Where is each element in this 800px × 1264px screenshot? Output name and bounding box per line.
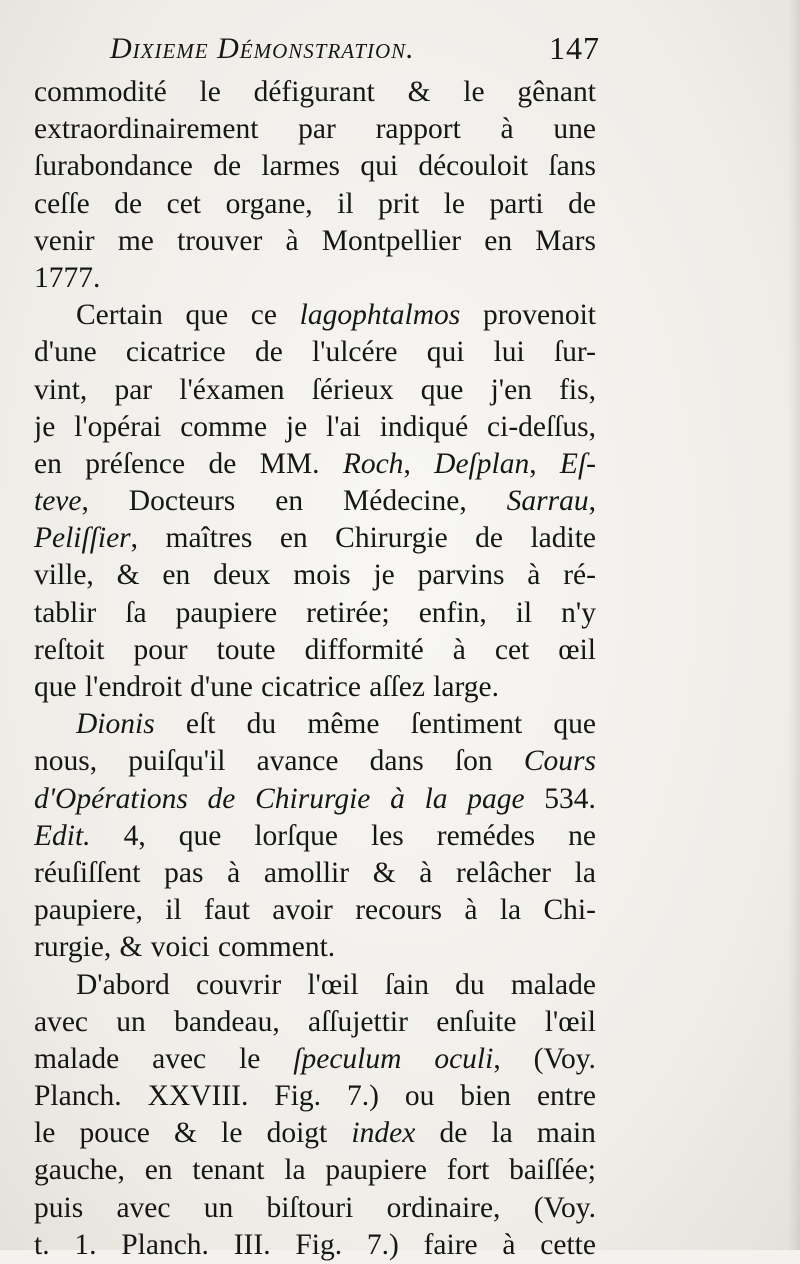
word: le: [443, 187, 465, 220]
word: rapport: [375, 113, 461, 146]
word: relâcher: [456, 856, 551, 889]
text-line: [34, 446, 596, 483]
word: Chirurgie: [255, 782, 371, 815]
word: prit: [378, 187, 420, 220]
word: malade: [34, 1042, 120, 1075]
word: bien: [460, 1080, 512, 1113]
word: cicatrice: [261, 671, 361, 703]
word: à: [227, 856, 241, 889]
word: que: [34, 671, 77, 703]
text-line: [34, 1004, 596, 1041]
text-line: [34, 334, 596, 371]
word: remédes: [436, 819, 536, 852]
word: à: [419, 856, 433, 889]
word: ne: [568, 819, 596, 852]
word: ſa: [125, 596, 147, 629]
running-title: Dixieme Démonstration.: [110, 32, 415, 65]
word: pouce: [79, 1117, 150, 1150]
text-line: [34, 892, 596, 929]
text-line: [34, 1190, 596, 1227]
text-line: [34, 967, 596, 1004]
word: avoir: [272, 894, 333, 927]
word: main: [536, 1117, 596, 1150]
word: bandeau,: [174, 1005, 280, 1038]
word: Docteurs: [128, 485, 236, 518]
word: deux: [213, 559, 271, 592]
word: ſurabondance: [34, 150, 193, 183]
word: D'abord: [76, 968, 170, 1001]
word: 7.): [346, 1080, 379, 1113]
word: aſſujettir: [307, 1005, 408, 1038]
word: en: [162, 559, 191, 592]
text-line: [34, 148, 596, 185]
word: ci-deſſus,: [487, 410, 596, 443]
word: &: [174, 1117, 197, 1150]
word: ordinaire,: [386, 1191, 501, 1224]
word: j'en: [490, 373, 532, 406]
text-line: [34, 818, 596, 855]
word: enſuite: [436, 1005, 517, 1038]
word: en: [484, 224, 513, 257]
word: tablir: [34, 596, 97, 629]
word: de: [568, 187, 596, 220]
word: cette: [540, 1228, 596, 1261]
word: un: [116, 1005, 146, 1038]
word: même: [307, 708, 380, 741]
body-text: [34, 74, 596, 1264]
text-line: [34, 223, 596, 260]
word: paupiere,: [34, 894, 143, 927]
word: de: [439, 1117, 468, 1150]
word: extraordinairement: [34, 113, 259, 146]
word: provenoit: [482, 299, 596, 332]
word: mois: [293, 559, 351, 592]
page-edge-shadow: [788, 0, 800, 1250]
word: à: [285, 224, 299, 257]
word: ſérieux: [311, 373, 394, 406]
word: le: [199, 76, 221, 108]
word: en: [144, 1154, 173, 1187]
word: l'éxamen: [179, 373, 285, 406]
word: baiſſée;: [509, 1154, 596, 1187]
word: MM.: [259, 447, 320, 480]
word: puiſqu'il: [128, 745, 226, 778]
word: du: [246, 708, 277, 741]
word: parvins: [417, 559, 505, 592]
word: reſtoit: [34, 633, 105, 666]
word: me: [117, 224, 154, 257]
word: ſpeculum: [293, 1042, 402, 1075]
word: t.: [34, 1228, 50, 1261]
word: du: [455, 968, 485, 1001]
word: ſain: [384, 968, 429, 1001]
text-line: [34, 929, 596, 966]
word: faire: [423, 1228, 478, 1261]
word: en: [275, 485, 304, 518]
word: la: [499, 894, 522, 927]
word: ceſſe: [34, 187, 90, 220]
word: fort: [446, 1154, 490, 1187]
word: à: [390, 782, 405, 815]
word: que: [420, 373, 464, 406]
word: Roch,: [342, 447, 411, 480]
word: Cours: [523, 745, 596, 778]
word: que: [553, 708, 596, 741]
word: en: [34, 447, 62, 480]
word: dans: [369, 745, 424, 778]
word: préſence: [85, 447, 186, 480]
word: Peliſſier,: [34, 522, 139, 555]
word: organe,: [225, 187, 313, 220]
text-line: [34, 595, 596, 632]
word: Edit.: [34, 819, 91, 852]
word: large.: [433, 671, 499, 703]
word: ſur-: [553, 336, 596, 369]
word: doigt: [266, 1117, 328, 1150]
word: enfin,: [418, 596, 487, 629]
running-header: [110, 26, 600, 70]
word: par: [298, 113, 336, 146]
word: index: [351, 1117, 416, 1150]
word: n'y: [561, 596, 596, 629]
text-line: [34, 483, 596, 520]
word: avance: [256, 745, 339, 778]
word: &: [119, 931, 143, 964]
word: toute: [216, 633, 276, 666]
word: parti: [489, 187, 544, 220]
text-line: [34, 669, 596, 706]
word: Médecine,: [343, 485, 467, 518]
word: Dionis: [76, 708, 155, 741]
word: oculi,: [434, 1042, 501, 1075]
word: larmes: [261, 150, 341, 183]
word: pas: [164, 856, 204, 889]
word: Fig.: [295, 1228, 343, 1261]
text-line: [34, 1227, 596, 1264]
word: XXVIII.: [147, 1080, 249, 1113]
word: il: [165, 894, 182, 927]
word: la: [574, 856, 596, 889]
word: à: [464, 894, 478, 927]
text-line: [34, 520, 596, 557]
word: de: [213, 150, 242, 183]
word: avec: [116, 1191, 171, 1224]
word: de: [475, 522, 503, 555]
word: ville,: [34, 559, 94, 592]
word: que: [178, 819, 222, 852]
word: découloit: [418, 150, 529, 183]
word: couvrir: [195, 968, 282, 1001]
word: Planch.: [121, 1228, 209, 1261]
word: Planch.: [34, 1080, 122, 1113]
word: (Voy.: [533, 1191, 596, 1224]
word: à: [502, 1228, 516, 1261]
word: ladite: [530, 522, 596, 555]
word: biſtouri: [266, 1191, 354, 1224]
word: le: [463, 76, 485, 108]
word: Mars: [535, 224, 596, 257]
word: une: [553, 113, 596, 146]
word: Eſ-: [559, 447, 596, 480]
word: à: [452, 633, 466, 666]
text-line: [34, 74, 596, 111]
word: recours: [355, 894, 443, 927]
word: ce: [250, 299, 277, 332]
word: la: [424, 782, 448, 815]
word: indiqué: [379, 410, 469, 443]
word: faut: [204, 894, 250, 927]
text-line: [34, 1152, 596, 1189]
word: défigurant: [253, 76, 375, 108]
word: pour: [133, 633, 188, 666]
word: il: [337, 187, 354, 220]
word: gauche,: [34, 1154, 125, 1187]
word: ou: [404, 1080, 435, 1113]
word: Chi-: [543, 894, 596, 927]
word: en: [279, 522, 308, 555]
text-line: [34, 1041, 596, 1078]
text-line: [34, 557, 596, 594]
word: comme: [180, 410, 268, 443]
word: la: [284, 1154, 306, 1187]
page-number: 147: [549, 30, 600, 66]
word: comment.: [217, 931, 336, 964]
word: de: [208, 447, 237, 480]
word: de: [114, 187, 143, 220]
word: l'ulcére: [311, 336, 398, 369]
word: amollir: [263, 856, 350, 889]
word: ſans: [548, 150, 596, 183]
text-line: [34, 297, 596, 334]
word: qui: [426, 336, 465, 369]
text-line: [34, 781, 596, 818]
word: Deſplan,: [434, 447, 537, 480]
word: l'endroit: [84, 671, 182, 703]
word: fis,: [559, 373, 596, 406]
word: Certain: [76, 299, 163, 332]
word: le: [239, 1042, 261, 1075]
text-line: [34, 855, 596, 892]
word: cet: [494, 633, 530, 666]
word: d'une: [190, 671, 253, 703]
word: 1.: [74, 1228, 97, 1261]
text-line: [34, 706, 596, 743]
word: 1777.: [34, 261, 101, 294]
word: à: [527, 559, 541, 592]
word: avec: [152, 1042, 207, 1075]
word: l'ai: [326, 410, 361, 443]
word: 4,: [123, 819, 146, 852]
text-line: [34, 1078, 596, 1115]
word: lagophtalmos: [299, 299, 461, 332]
word: que: [185, 299, 229, 332]
word: paupiere: [325, 1154, 427, 1187]
word: qui: [360, 150, 399, 183]
word: Chirurgie: [335, 522, 448, 555]
word: je: [373, 559, 395, 592]
word: la: [491, 1117, 513, 1150]
word: III.: [233, 1228, 271, 1261]
word: maîtres: [165, 522, 253, 555]
word: aſſez: [369, 671, 425, 703]
word: page: [467, 782, 525, 815]
word: d'une: [34, 336, 97, 369]
word: vint,: [34, 373, 88, 406]
word: avec: [34, 1005, 89, 1038]
word: trouver: [177, 224, 263, 257]
word: un: [203, 1191, 234, 1224]
word: (Voy.: [533, 1042, 596, 1075]
word: rurgie,: [34, 931, 112, 964]
word: d'Opérations: [34, 782, 188, 815]
text-line: [34, 186, 596, 223]
word: difformité: [304, 633, 424, 666]
word: puis: [34, 1191, 84, 1224]
word: le: [221, 1117, 243, 1150]
word: commodité: [34, 76, 167, 108]
text-line: [34, 260, 596, 297]
word: teve,: [34, 485, 89, 518]
word: ſon: [454, 745, 493, 778]
word: Fig.: [274, 1080, 322, 1113]
word: paupiere: [175, 596, 278, 629]
word: le: [34, 1117, 56, 1150]
word: l'œil: [307, 968, 359, 1001]
word: de: [207, 782, 236, 815]
word: retirée;: [306, 596, 390, 629]
word: je: [34, 410, 56, 443]
word: lui: [493, 336, 525, 369]
text-line: [34, 632, 596, 669]
word: nous,: [34, 745, 98, 778]
word: les: [370, 819, 404, 852]
text-line: [34, 372, 596, 409]
word: Sarrau,: [506, 485, 596, 518]
word: eſt: [185, 708, 216, 741]
text-line: [34, 111, 596, 148]
word: Montpellier: [321, 224, 462, 257]
word: l'opérai: [74, 410, 162, 443]
word: ré-: [563, 559, 596, 592]
word: 534.: [544, 782, 596, 815]
word: venir: [34, 224, 95, 257]
word: gênant: [517, 76, 596, 108]
word: voici: [150, 931, 210, 964]
word: tenant: [192, 1154, 265, 1187]
word: il: [515, 596, 533, 629]
word: œil: [558, 633, 596, 666]
word: je: [285, 410, 308, 443]
word: &: [407, 76, 431, 108]
word: cicatrice: [125, 336, 226, 369]
word: lorſque: [254, 819, 338, 852]
text-line: [34, 1115, 596, 1152]
word: cet: [166, 187, 202, 220]
word: ſentiment: [410, 708, 523, 741]
word: réuſiſſent: [34, 856, 141, 889]
word: entre: [536, 1080, 596, 1113]
word: l'œil: [544, 1005, 596, 1038]
text-line: [34, 743, 596, 780]
word: &: [116, 559, 140, 592]
word: de: [254, 336, 283, 369]
word: &: [372, 856, 396, 889]
word: à: [500, 113, 514, 146]
text-line: [34, 409, 596, 446]
word: malade: [510, 968, 596, 1001]
word: 7.): [366, 1228, 399, 1261]
word: par: [114, 373, 153, 406]
